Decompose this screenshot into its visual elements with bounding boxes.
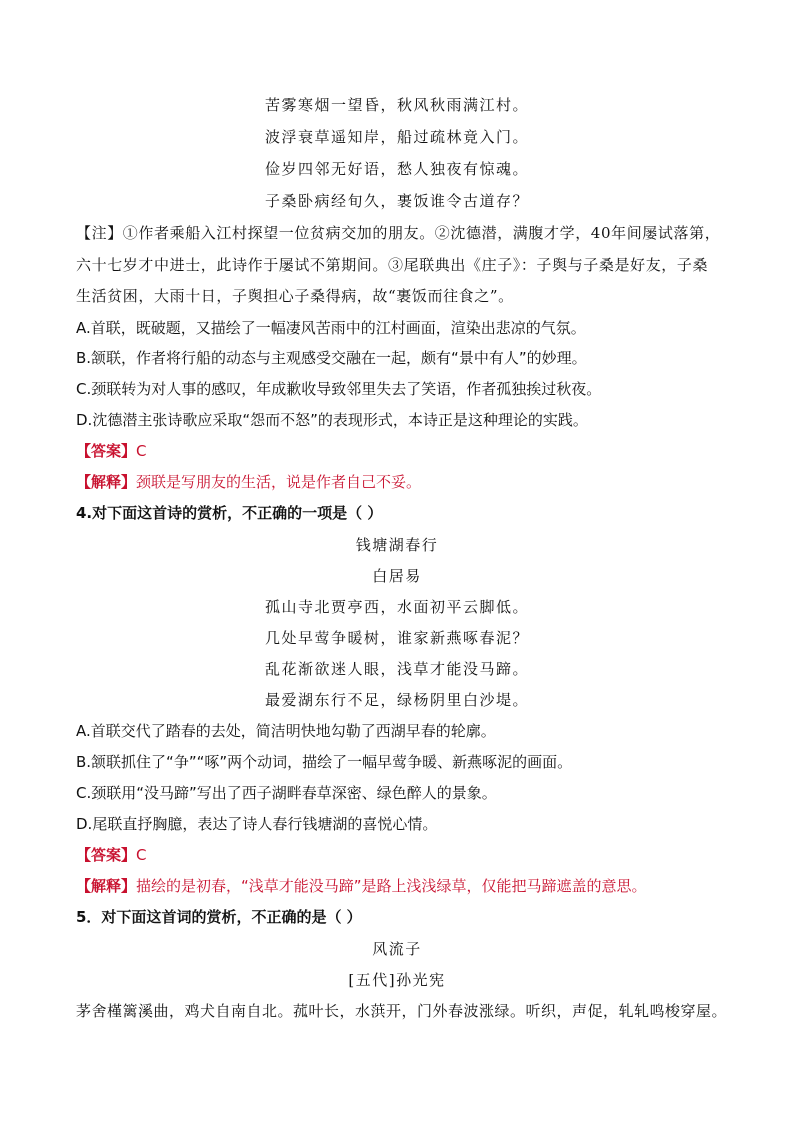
q4-poem-line-4: 最爱湖东行不足，绿杨阴里白沙堤。 — [264, 691, 529, 709]
q4-poem-line-1: 孤山寺北贾亭西，水面初平云脚低。 — [264, 598, 529, 616]
q4-option-b: B.颔联抓住了“争”“啄”两个动词，描绘了一幅早莺争暖、新燕啄泥的画面。 — [76, 753, 573, 771]
q5-poem-author: [五代]孙光宪 — [348, 971, 446, 989]
poem1-line-2: 波浮衰草遥知岸，船过疏林竟入门。 — [264, 128, 529, 146]
answer-value: C — [136, 442, 147, 460]
explanation-label: 【解释】 — [76, 877, 137, 895]
q4-poem-title: 钱塘湖春行 — [355, 536, 439, 554]
q5-poem-title: 风流子 — [372, 940, 422, 958]
q4-explanation — [76, 876, 647, 896]
note-line-1: 【注】①作者乘船入江村探望一位贫病交加的朋友。②沈德潜，满腹才学，40年间屡试落第， — [76, 224, 721, 242]
q4-poem-author: 白居易 — [372, 567, 422, 585]
note-line-3: 生活贫困，大雨十日，子舆担心子桑得病，故“裹饭而往食之”。 — [76, 287, 514, 305]
q4-option-d: D.尾联直抒胸臆，表达了诗人春行钱塘湖的喜悦心情。 — [76, 815, 438, 833]
answer-value: C — [136, 846, 147, 864]
q4-poem-line-3: 乱花渐欲迷人眼，浅草才能没马蹄。 — [264, 660, 529, 678]
q3-explanation — [76, 472, 421, 492]
q4-poem-line-2: 几处早莺争暖树，谁家新燕啄春泥？ — [264, 629, 529, 647]
poem1-line-3: 俭岁四邻无好语，愁人独夜有惊魂。 — [264, 160, 529, 178]
answer-label: 【答案】 — [76, 846, 137, 864]
q3-option-c: C.颈联转为对人事的感叹，年成歉收导致邻里失去了笑语，作者孤独挨过秋夜。 — [76, 380, 602, 398]
answer-label: 【答案】 — [76, 442, 137, 460]
poem1-line-4: 子桑卧病经旬久，裹饭谁令古道存？ — [264, 192, 529, 210]
q3-answer — [76, 441, 147, 461]
q3-option-b: B.颔联，作者将行船的动态与主观感受交融在一起，颇有“景中有人”的妙理。 — [76, 349, 587, 367]
q5-question: 5．对下面这首词的赏析，不正确的是（ ） — [76, 908, 362, 926]
q4-option-a: A.首联交代了踏春的去处，简洁明快地勾勒了西湖早春的轮廓。 — [76, 722, 496, 740]
note-line-2: 六十七岁才中进士，此诗作于屡试不第期间。③尾联典出《庄子》：子舆与子桑是好友，子桑 — [76, 256, 709, 274]
q4-question: 4.对下面这首诗的赏析，不正确的一项是（ ） — [76, 504, 383, 522]
q3-option-a: A.首联，既破题，又描绘了一幅凄风苦雨中的江村画面，渲染出悲凉的气氛。 — [76, 319, 586, 337]
q4-option-c: C.颈联用“没马蹄”写出了西子湖畔春草深密、绿色醉人的景象。 — [76, 784, 497, 802]
explanation-text: 颈联是写朋友的生活，说是作者自己不妥。 — [136, 473, 422, 491]
explanation-text: 描绘的是初春，“浅草才能没马蹄”是路上浅浅绿草，仅能把马蹄遮盖的意思。 — [136, 877, 647, 895]
poem1-line-1: 苦雾寒烟一望昏，秋风秋雨满江村。 — [264, 96, 529, 114]
q4-answer — [76, 845, 147, 865]
q5-poem-line-1: 茅舍槿篱溪曲，鸡犬自南自北。菰叶长，水葓开，门外春波涨绿。听织，声促，轧轧鸣梭穿屋。 — [76, 1002, 728, 1020]
explanation-label: 【解释】 — [76, 473, 137, 491]
q3-option-d: D.沈德潜主张诗歌应采取“怨而不怒”的表现形式，本诗正是这种理论的实践。 — [76, 411, 588, 429]
